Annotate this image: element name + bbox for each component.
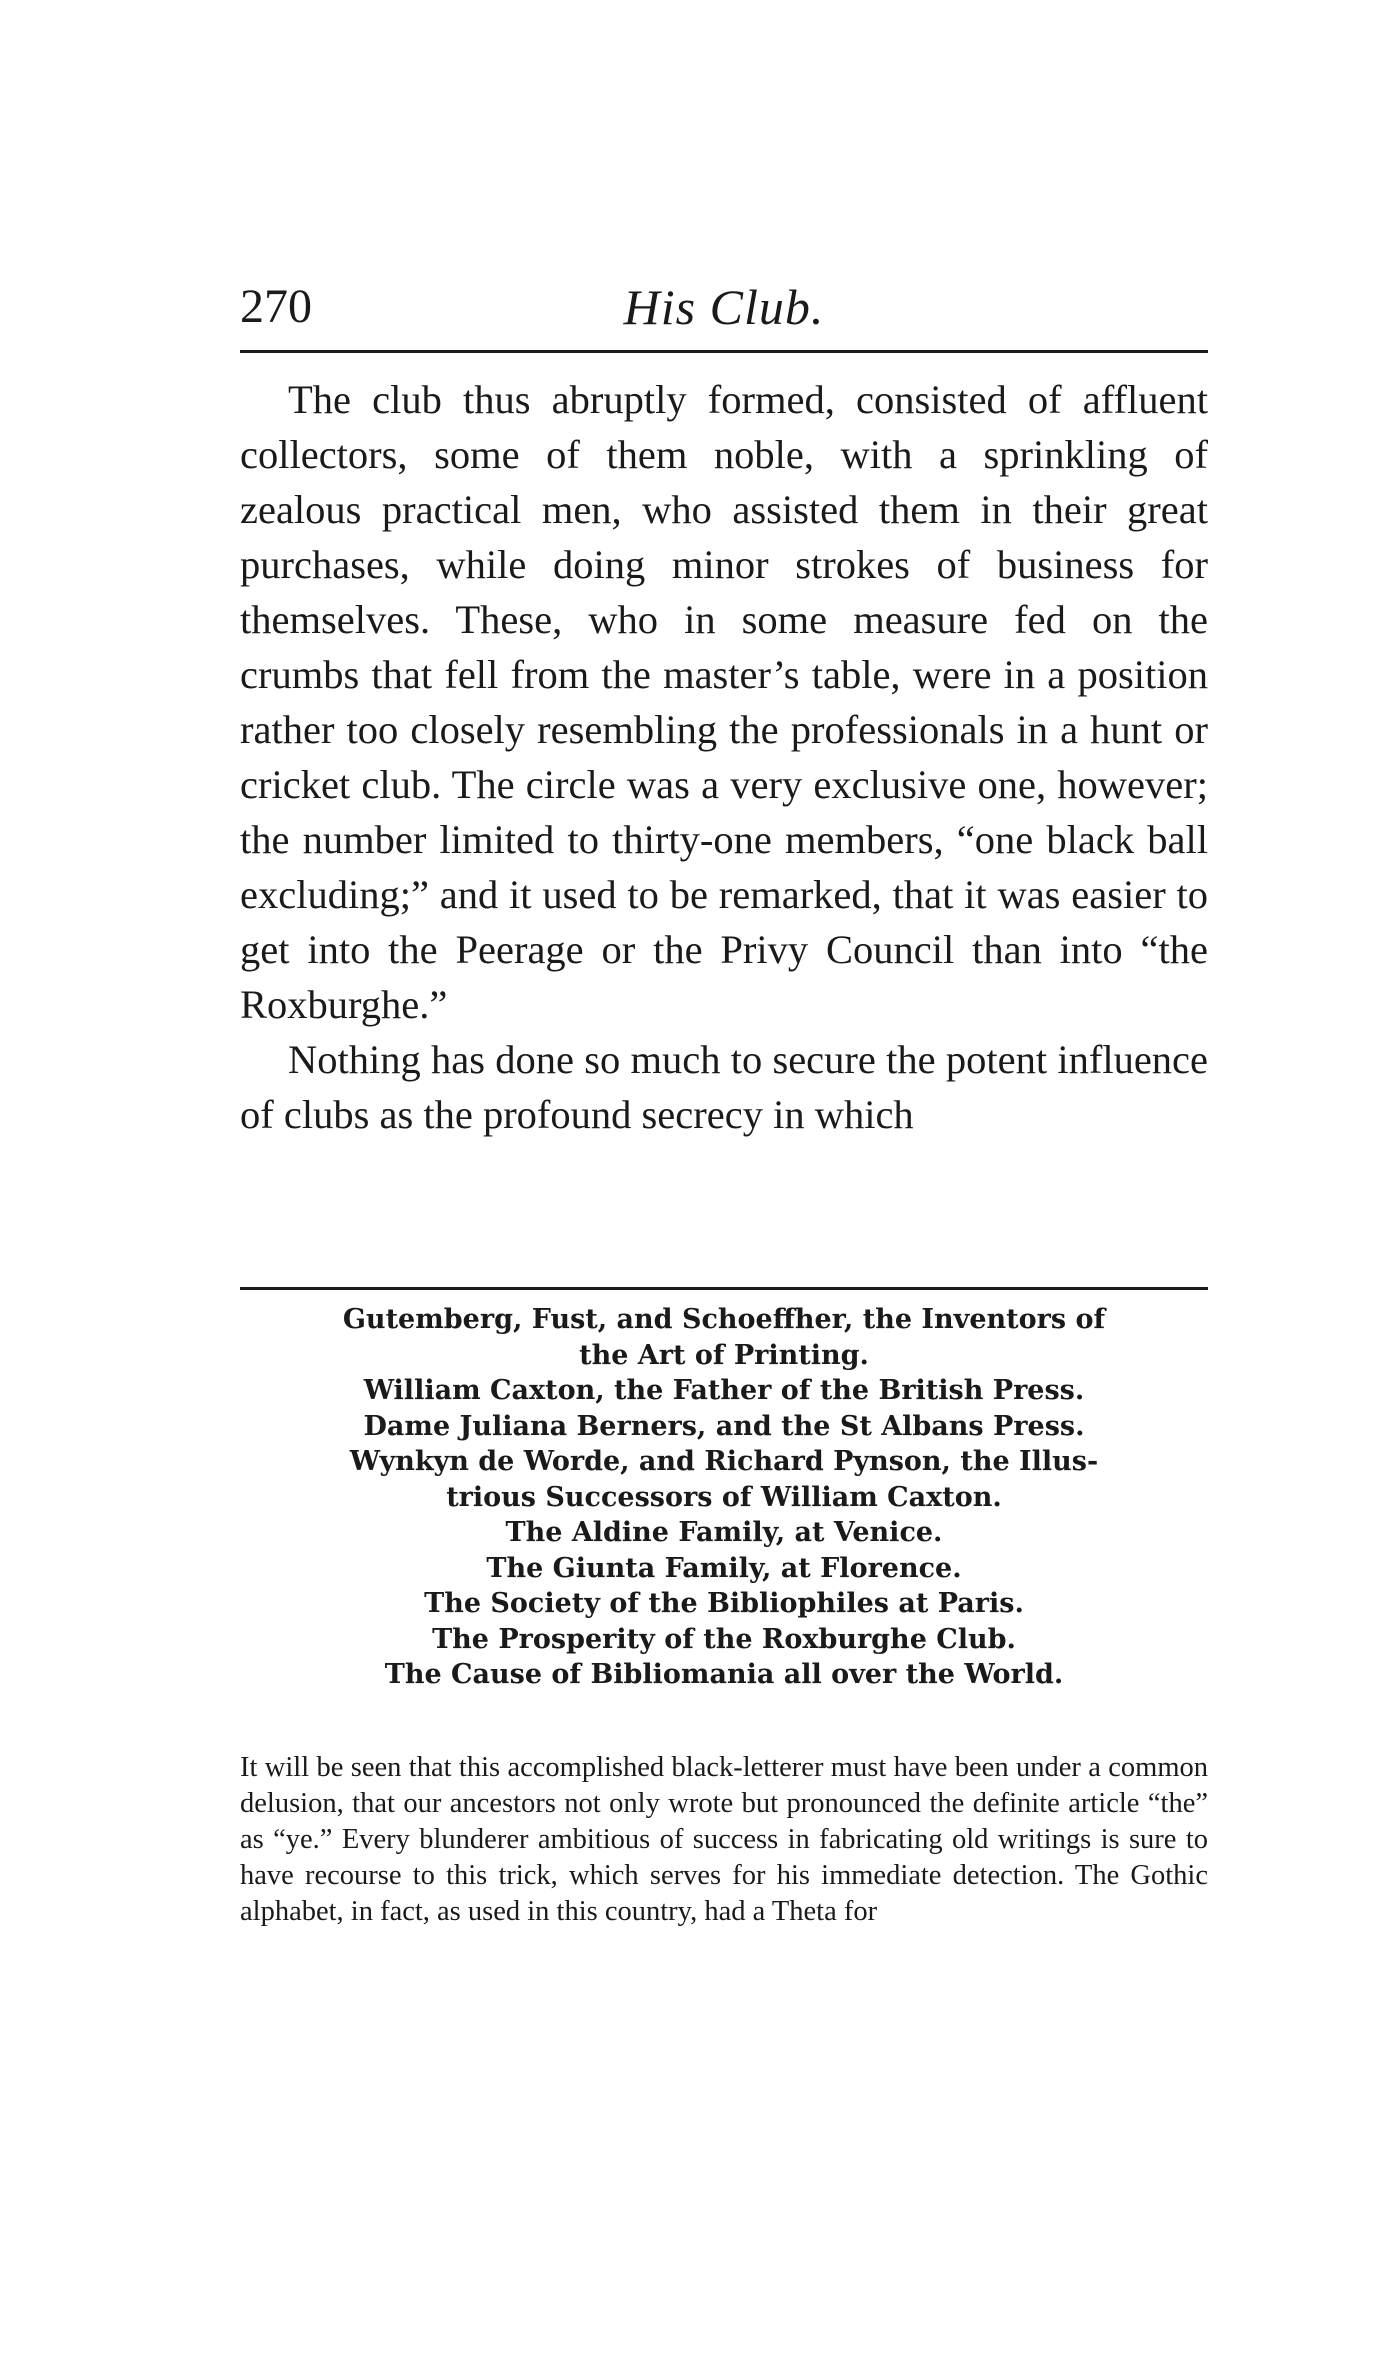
- verse-line: Wynkyn de Worde, and Richard Pynson, the Illus-: [349, 1446, 1099, 1477]
- verse-line: trious Successors of William Caxton.: [446, 1481, 1002, 1513]
- main-text: [240, 372, 1208, 1142]
- verse-line: The Prosperity of the Roxburghe Club.: [432, 1623, 1016, 1655]
- paragraph: Nothing has done so much to secure the potent influence of clubs as the profound secrecy in which: [240, 1037, 1208, 1137]
- verse-line: The Society of the Bibliophiles at Paris.: [424, 1588, 1024, 1619]
- verse-line: William Caxton, the Father of the British Press.: [363, 1375, 1085, 1406]
- blackletter-verse: [240, 1302, 1208, 1693]
- verse-line: The Aldine Family, at Venice.: [505, 1517, 943, 1548]
- verse-line: The Cause of Bibliomania all over the World.: [384, 1659, 1064, 1690]
- footnote-text: It will be seen that this accomplished black-letterer must have been under a common delusion, that our ancestors not only wrote but pronounced the definite article “the” as “ye.” Every blunderer ambitious of success in fabricating old writings is sure to have recourse to this trick, which serves for his immediate detection. The Gothic alphabet, in fact, as used in this country, had a Theta for: [240, 1752, 1208, 1927]
- header-rule: [240, 350, 1208, 353]
- running-title: His Club.: [623, 279, 825, 335]
- page-number: 270: [240, 280, 312, 333]
- verse-line: The Giunta Family, at Florence.: [486, 1552, 962, 1584]
- footnote: [240, 1750, 1208, 1930]
- section-rule: [240, 1287, 1208, 1290]
- verse-line: Dame Juliana Berners, and the St Albans Press.: [363, 1410, 1085, 1442]
- page-header: [240, 272, 1208, 342]
- paragraph: The club thus abruptly formed, consisted of affluent collectors, some of them noble, with a sprinkling of zealous practical men, who assisted them in their great purchases, while doing minor strokes of business for themselves. These, who in some measure fed on the crumbs that fell from the master’s table, were in a position rather too closely resembling the professionals in a hunt or cricket club. The circle was a very exclusive one, however; the number limited to thirty-one members, “one black ball excluding;” and it used to be remarked, that it was easier to get into the Peerage or the Privy Council than into “the Roxburghe.”: [240, 377, 1208, 1027]
- verse-line: the Art of Printing.: [579, 1339, 869, 1371]
- verse-line: Gutemberg, Fust, and Schoeffher, the Inventors of: [342, 1304, 1106, 1335]
